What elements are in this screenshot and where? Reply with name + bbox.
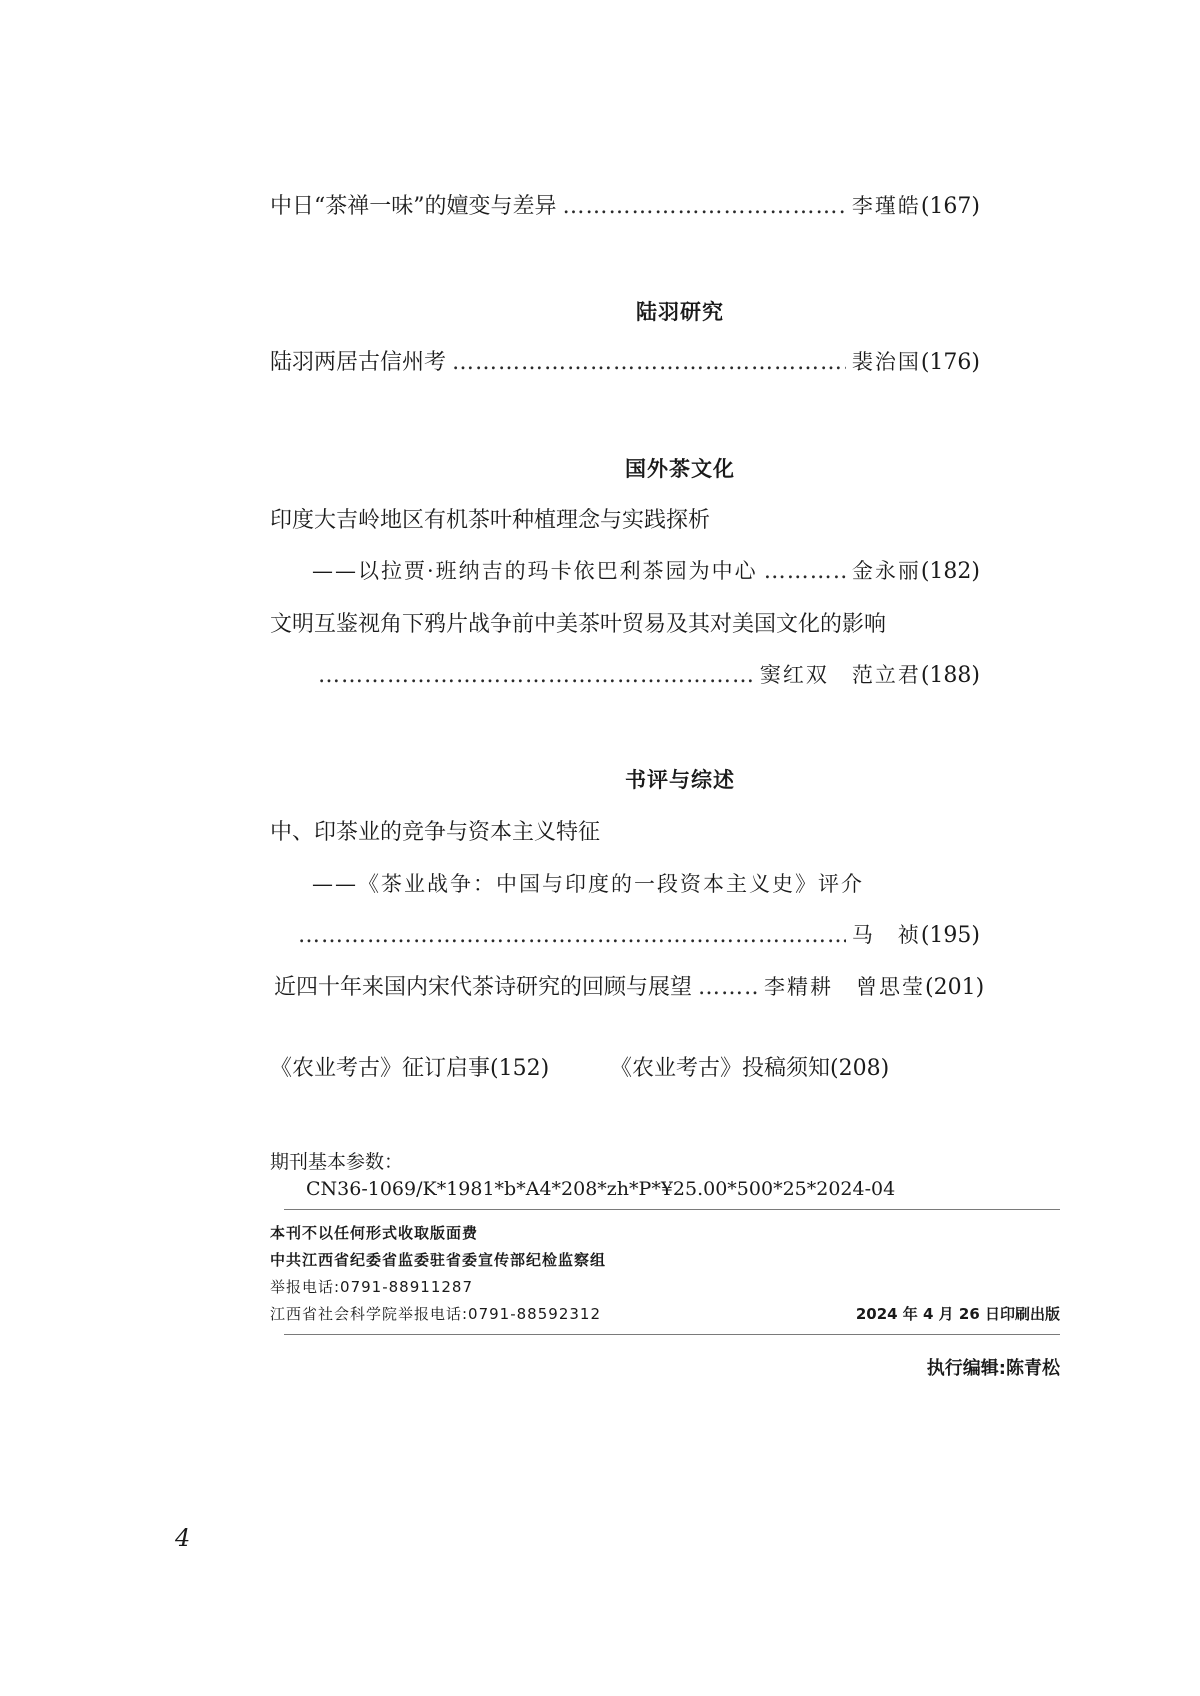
footer-hotline: 举报电话:0791-88911287 bbox=[270, 1278, 473, 1296]
params-value: CN36-1069/K*1981*b*A4*208*zh*P*¥25.00*500*25*2024-04 bbox=[306, 1178, 896, 1200]
entry-page: (167) bbox=[920, 194, 980, 219]
entry-subtitle: ——《茶业战争：中国与印度的一段资本主义史》评介 bbox=[312, 872, 864, 896]
print-date: 2024 年 4 月 26 日印刷出版 bbox=[855, 1305, 1060, 1323]
entry-author: 马 祯 bbox=[851, 923, 921, 947]
entry-title: 陆羽两居古信州考 bbox=[270, 350, 447, 375]
divider-top bbox=[284, 1209, 1060, 1210]
executive-editor: 执行编辑:陈青松 bbox=[926, 1358, 1060, 1379]
toc-entry bbox=[298, 920, 980, 951]
entry-title: 中、印茶业的竞争与资本主义特征 bbox=[270, 820, 601, 845]
toc-entry bbox=[270, 191, 980, 222]
section-heading-review: 书评与综述 bbox=[625, 768, 735, 792]
dot-leader bbox=[764, 557, 846, 587]
section-heading-luyu: 陆羽研究 bbox=[636, 300, 724, 324]
dot-leader bbox=[318, 661, 754, 691]
page-number: 4 bbox=[175, 1524, 191, 1552]
toc-entry bbox=[270, 347, 980, 378]
entry-author: 窦红双 范立君 bbox=[759, 663, 921, 687]
toc-entry bbox=[274, 972, 985, 1003]
params-label: 期刊基本参数： bbox=[270, 1151, 404, 1173]
entry-page: (195) bbox=[920, 923, 980, 948]
dot-leader bbox=[298, 921, 846, 951]
entry-author: 李瑾皓 bbox=[851, 194, 921, 218]
entry-title: 中日“茶禅一味”的嬗变与差异 bbox=[270, 194, 557, 219]
entry-title: 近四十年来国内宋代茶诗研究的回顾与展望 bbox=[274, 975, 693, 1000]
footer-academy-hotline: 江西省社会科学院举报电话:0791-88592312 bbox=[270, 1305, 601, 1323]
notice-submission: 《农业考古》投稿须知(208) bbox=[610, 1056, 890, 1081]
toc-entry bbox=[312, 556, 980, 587]
entry-page: (201) bbox=[925, 975, 985, 1000]
footer-no-fee: 本刊不以任何形式收取版面费 bbox=[270, 1224, 479, 1242]
entry-title: 文明互鉴视角下鸦片战争前中美茶叶贸易及其对美国文化的影响 bbox=[270, 612, 887, 637]
entry-author: 李精耕 曾思莹 bbox=[764, 975, 926, 999]
entry-author: 裴治国 bbox=[851, 350, 921, 374]
section-heading-foreign: 国外茶文化 bbox=[625, 457, 735, 481]
entry-page: (182) bbox=[920, 559, 980, 584]
dot-leader bbox=[563, 192, 846, 222]
toc-entry bbox=[318, 660, 980, 691]
entry-page: (188) bbox=[920, 663, 980, 688]
entry-subtitle: ——以拉贾·班纳吉的玛卡依巴利茶园为中心 bbox=[312, 559, 758, 583]
entry-author: 金永丽 bbox=[851, 559, 921, 583]
divider-bottom bbox=[284, 1334, 1060, 1335]
entry-title: 印度大吉岭地区有机茶叶种植理念与实践探析 bbox=[270, 508, 711, 533]
notice-subscription: 《农业考古》征订启事(152) bbox=[270, 1056, 550, 1081]
dot-leader bbox=[452, 348, 846, 378]
footer-supervision: 中共江西省纪委省监委驻省委宣传部纪检监察组 bbox=[270, 1251, 607, 1269]
entry-page: (176) bbox=[920, 350, 980, 375]
dot-leader bbox=[698, 973, 758, 1003]
